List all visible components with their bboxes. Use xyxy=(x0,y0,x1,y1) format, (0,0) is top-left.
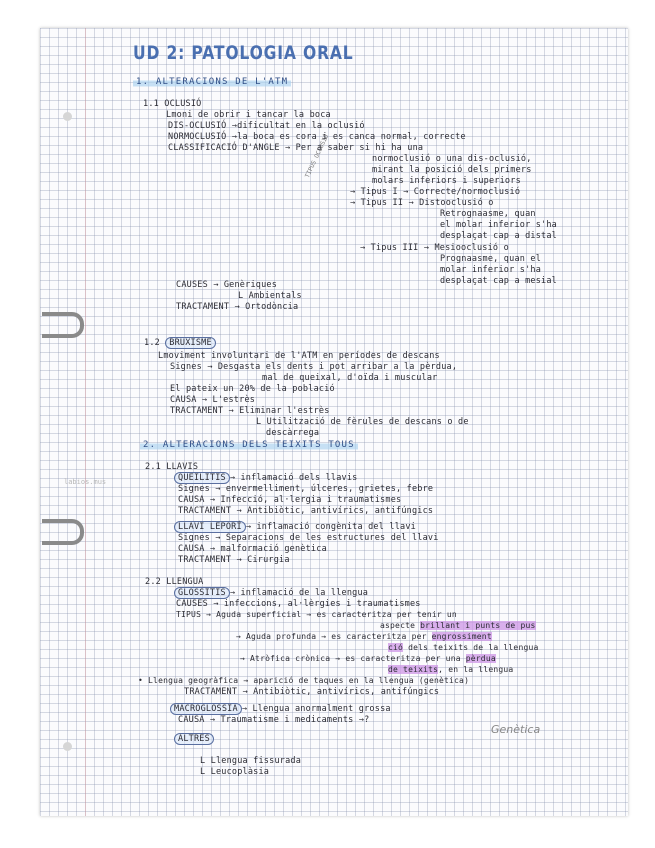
section-heading: 2. ALTERACIONS DELS TEIXITS TOUS xyxy=(140,440,358,450)
note-line: CLASSIFICACIÓ D'ANGLE → Per a saber si hi ha una xyxy=(168,143,424,153)
note-line: Prognaasme, quan el xyxy=(440,254,542,264)
note-line: QUEILITIS → inflamació dels llavis xyxy=(174,473,357,483)
binder-ring xyxy=(42,519,84,545)
note-line: TRACTAMENT → Cirurgia xyxy=(178,555,290,565)
note-line: TIPUS → Aguda superficial → es caracteritza per tenir un xyxy=(176,610,457,619)
note-line: → Tipus III → Mesiooclusió o xyxy=(360,243,509,253)
note-line: CAUSA → L'estrès xyxy=(170,395,256,405)
note-line: • Llengua geogràfica → aparició de taques en la llengua (genètica) xyxy=(138,676,470,685)
page-title: UD 2: PATOLOGIA ORAL xyxy=(133,42,354,64)
note-line: mirant la posició dels primers xyxy=(372,165,532,175)
note-line: CAUSES → infeccions, al·lèrgies i traumatismes xyxy=(176,599,421,609)
diagonal-note: TIPUS OCLUSIÓ xyxy=(304,133,331,179)
section-heading: 1. ALTERACIONS DE L'ATM xyxy=(133,77,291,87)
note-line: → Aguda profunda → es caracteritza per engrossiment xyxy=(236,632,492,641)
note-line: CAUSA → Traumatisme i medicaments →? xyxy=(178,715,370,725)
margin-note: Genètica xyxy=(491,723,541,736)
note-line: → Atròfica crònica → es caracteritza per una pèrdua xyxy=(240,654,496,663)
note-line: L Llengua fissurada xyxy=(200,756,302,766)
margin-note: labios.mus xyxy=(64,478,107,486)
note-line: normoclusió o una dis-oclusió, xyxy=(372,154,532,164)
subheading: 2.2 LLENGUA xyxy=(145,577,204,587)
note-line: CAUSA → Infecció, al·lergia i traumatismes xyxy=(178,495,402,505)
note-line: ció dels teixits de la llengua xyxy=(388,643,539,652)
note-line: mal de queixal, d'oïda i muscular xyxy=(262,373,438,383)
note-line: TRACTAMENT → Ortodòncia xyxy=(176,302,299,312)
subheading: ALTRES xyxy=(174,734,214,744)
note-line: Retrognaasme, quan xyxy=(440,209,536,219)
note-line: aspecte brillant i punts de pus xyxy=(380,621,536,630)
note-line: CAUSA → malformació genètica xyxy=(178,544,327,554)
note-line: Signes → envermelliment, úlceres, grietes, febre xyxy=(178,484,434,494)
note-line: el molar inferior s'ha xyxy=(440,220,557,230)
note-line: DIS-OCLUSIÓ →dificultat en la oclusió xyxy=(168,121,365,131)
margin-line xyxy=(85,28,86,816)
note-line: molars inferiors i superiors xyxy=(372,176,521,186)
binder-ring xyxy=(42,312,84,338)
note-line: desplaçat cap a mesial xyxy=(440,276,557,286)
note-line: LLAVI LEPORÍ → inflamació congènita del llavi xyxy=(174,522,416,532)
note-line: → Tipus I → Correcte/normoclusió xyxy=(350,187,521,197)
note-line: de teixits, en la llengua xyxy=(388,665,514,674)
note-line: Lmoviment involuntari de l'ATM en períodes de descans xyxy=(158,351,440,361)
note-line: El pateix un 20% de la població xyxy=(170,384,335,394)
subheading: 1.1 OCLUSIÓ xyxy=(143,99,202,109)
note-line: → Tipus II → Distooclusió o xyxy=(350,198,494,208)
note-line: MACROGLOSSIA → Llengua anormalment grossa xyxy=(170,704,391,714)
note-line: TRACTAMENT → Antibiòtic, antivírics, antifúngics xyxy=(184,687,440,697)
note-line: TRACTAMENT → Antibiòtic, antivírics, antifúngics xyxy=(178,506,434,516)
note-line: desplaçat cap a distal xyxy=(440,231,557,241)
note-line: L Utilització de fèrules de descans o de xyxy=(256,417,469,427)
note-line: molar inferior s'ha xyxy=(440,265,542,275)
note-line: L Ambientals xyxy=(238,291,302,301)
note-line: descàrrega xyxy=(266,428,320,438)
note-line: TRACTAMENT → Eliminar l'estrès xyxy=(170,406,330,416)
note-line: CAUSES → Genèriques xyxy=(176,280,278,290)
punch-hole xyxy=(63,742,72,751)
note-line: Lmoni de obrir i tancar la boca xyxy=(166,110,331,120)
note-line: Signes → Desgasta els dents i pot arribar a la pèrdua, xyxy=(170,362,458,372)
note-line: Signes → Separacions de les estructures del llavi xyxy=(178,533,439,543)
note-line: GLOSSITIS → inflamació de la llengua xyxy=(174,588,368,598)
note-line: NORMOCLUSIÓ →la boca es cora i es canca normal, correcte xyxy=(168,132,466,142)
subheading: 1.2 BRUXISME xyxy=(144,338,216,348)
note-line: L Leucoplàsia xyxy=(200,767,270,777)
punch-hole xyxy=(63,112,72,121)
subheading: 2.1 LLAVIS xyxy=(145,462,199,472)
